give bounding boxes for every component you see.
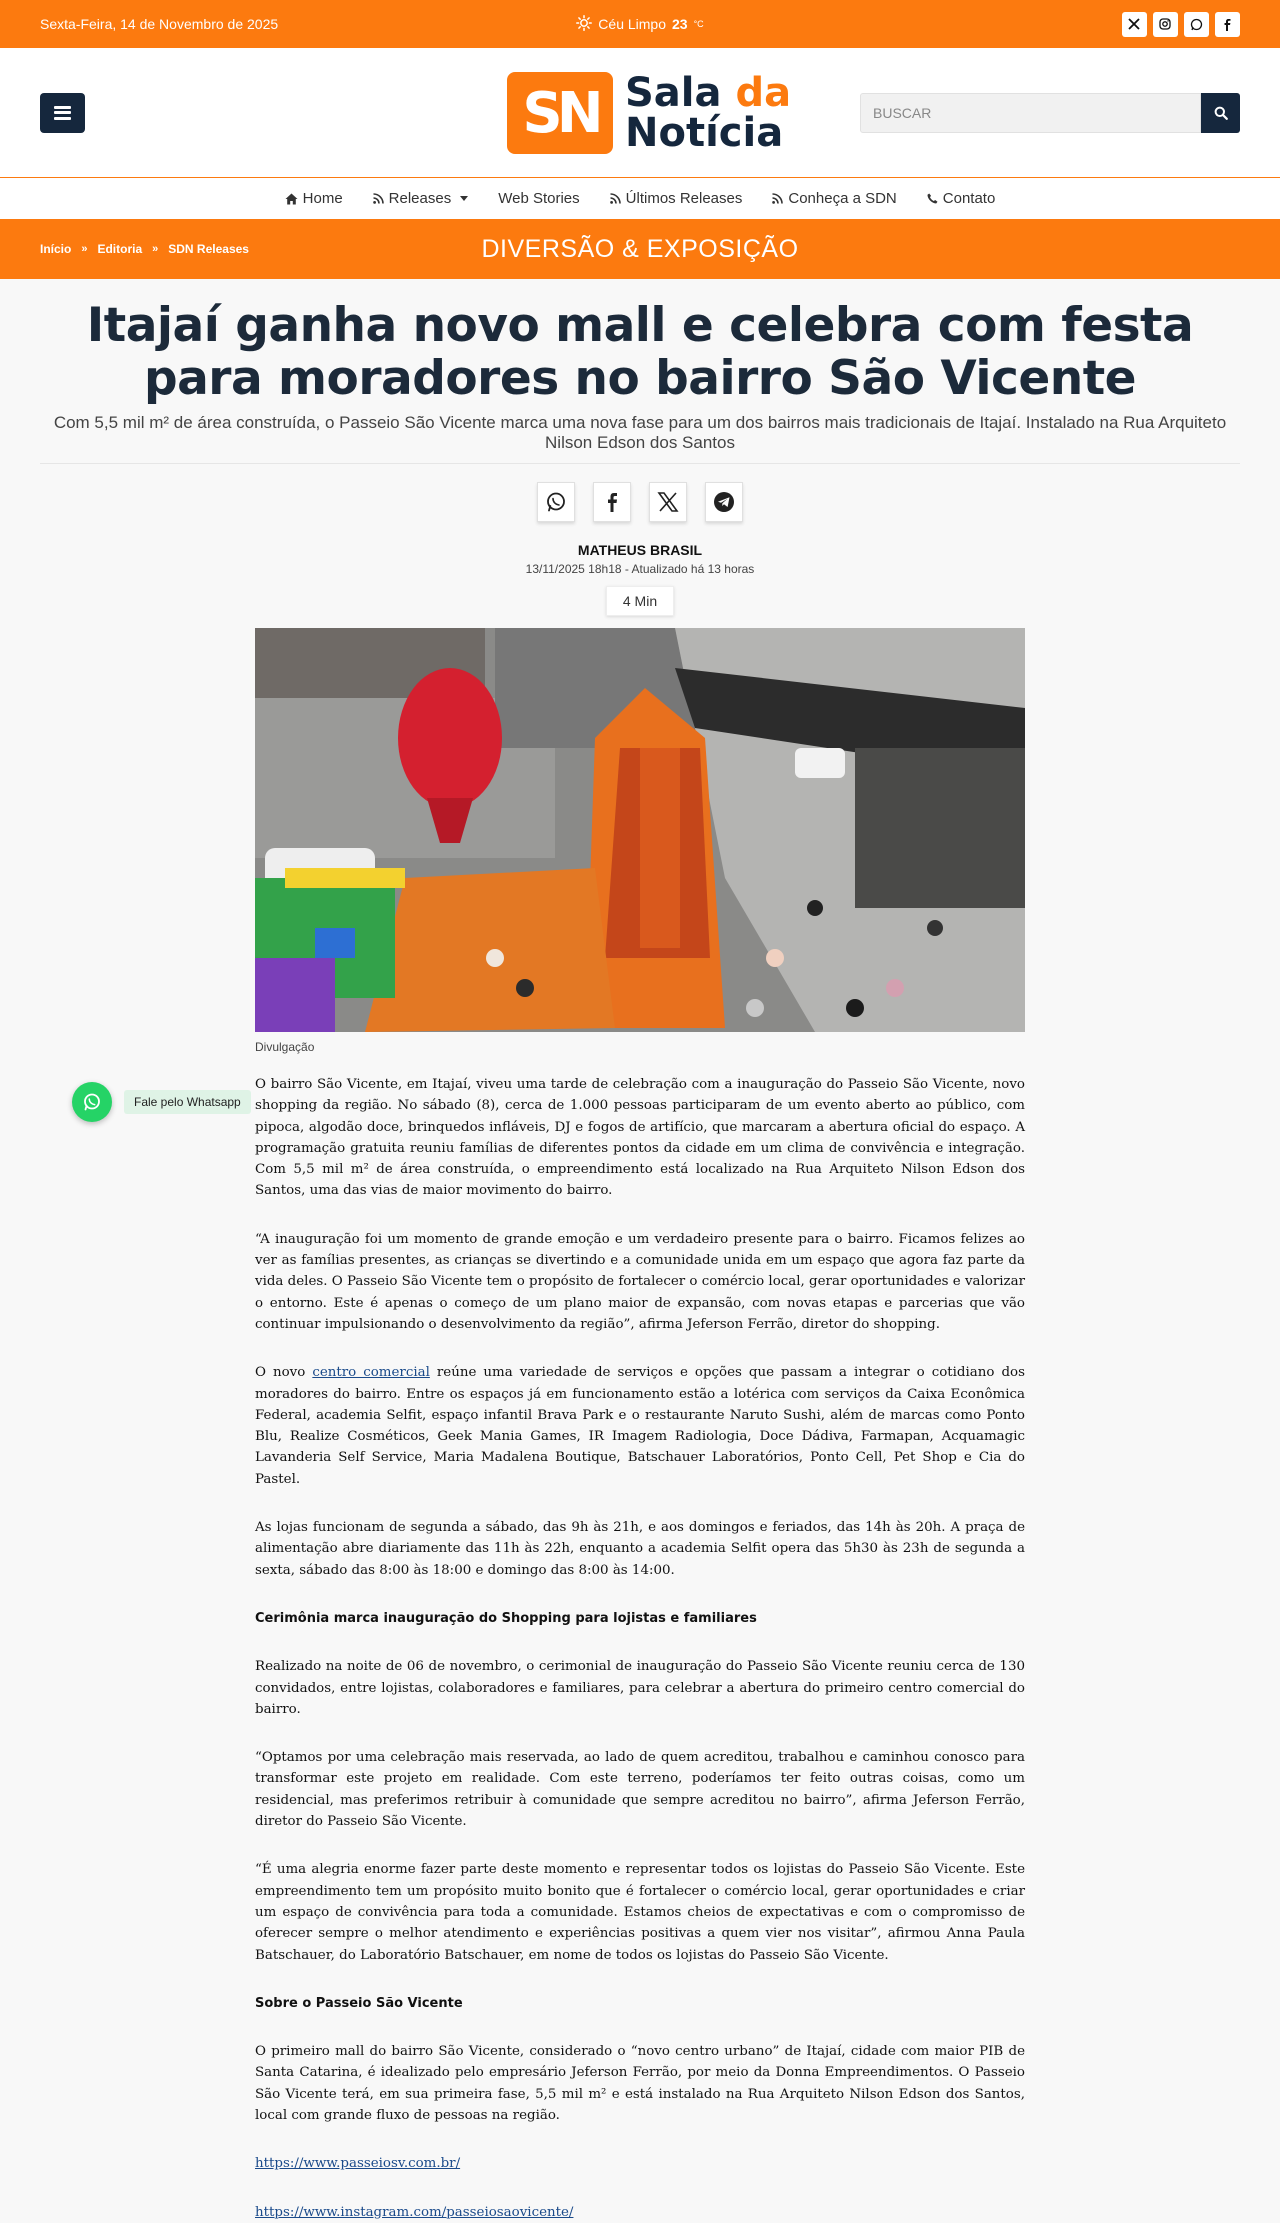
- rss-icon: [772, 193, 783, 204]
- breadcrumb-item-sdn-releases[interactable]: SDN Releases: [168, 242, 249, 256]
- weather-widget: [576, 15, 703, 34]
- paragraph: O bairro São Vicente, em Itajaí, viveu uma tarde de celebração com a inauguração do Passeio São Vicente, novo shopping da região. No sábado (8), cerca de 1.000 pessoas participaram de um evento aberto ao público, com pipoca, algodão doce, brinquedos infláveis, DJ e fogos de artifício, que marcaram a abertura oficial do espaço. A programação gratuita reuniu famílias de diferentes pontos da cidade em um clima de convivência e integração. Com 5,5 mil m² de área construída, o empreendimento está localizado na Rua Arquiteto Nilson Edson dos Santos, uma das vias de maior movimento do bairro.: [255, 1077, 1025, 1199]
- social-links: [940, 12, 1240, 37]
- article-subtitle: Com 5,5 mil m² de área construída, o Passeio São Vicente marca uma nova fase para um dos bairros mais tradicionais de Itajaí. Instalado na Rua Arquiteto Nilson Edson dos Santos: [53, 413, 1227, 452]
- phone-icon: [927, 193, 938, 204]
- home-icon: [285, 193, 298, 205]
- search-icon: [1214, 106, 1228, 120]
- category-title: DIVERSÃO & EXPOSIÇÃO: [481, 234, 799, 263]
- image-caption: Divulgação: [255, 1040, 315, 1054]
- weather-temp: 23: [672, 16, 688, 32]
- share-x-button[interactable]: [649, 482, 687, 522]
- breadcrumb-item-inicio[interactable]: Início: [40, 242, 72, 256]
- share-telegram-button[interactable]: [705, 482, 743, 522]
- current-date: Sexta-Feira, 14 de Novembro de 2025: [40, 16, 279, 32]
- whatsapp-icon: [82, 1092, 102, 1112]
- sun-icon: [576, 15, 592, 34]
- top-bar: [0, 0, 1280, 48]
- site-logo[interactable]: [507, 72, 791, 154]
- divider: [40, 463, 1240, 464]
- caret-down-icon: [460, 196, 468, 201]
- main-nav: [0, 178, 1280, 219]
- article-meta: 13/11/2025 18h18 - Atualizado há 13 horas: [525, 562, 755, 576]
- nav-label-ultimos-releases: Últimos Releases: [625, 190, 743, 207]
- logo-word-noticia: Notícia: [625, 110, 784, 156]
- x-icon[interactable]: [1122, 12, 1147, 37]
- hamburger-menu-button[interactable]: [40, 93, 85, 133]
- paragraph: “É uma alegria enorme fazer parte deste momento e representar todos os lojistas do Passeio São Vicente. Este empreendimento tem um propósito muito bonito que é fortalecer o comércio local, gerar oportunidades e criar um espaço de convivência para toda a comunidade. Estamos cheios de expectativas e com o compromisso de oferecer sempre o melhor atendimento e experiências positivas a quem vier nos visitar”, afirmou Anna Paula Batschauer, do Laboratório Batschauer, em nome de todos os lojistas do Passeio São Vicente.: [255, 1862, 1025, 1963]
- paragraph: As lojas funcionam de segunda a sábado, das 9h às 21h, e aos domingos e feriados, das 14h às 20h. A praça de alimentação abre diariamente das 11h às 22h, enquanto a academia Selfit opera das 5h30 às 23h de segunda a sexta, sábado das 8:00 às 18:00 e domingo das 8:00 às 14:00.: [255, 1520, 1025, 1578]
- paragraph: “Optamos por uma celebração mais reservada, ao lado de quem acreditou, trabalhou e caminhou conosco para transformar este projeto em realidade. Com este terreno, poderíamos ter feito outras coisas, como um residencial, mas preferimos retribuir à comunidade que sempre acreditou no bairro”, afirma Jeferson Ferrão, diretor do Passeio São Vicente.: [255, 1750, 1025, 1830]
- weather-unit: °C: [693, 19, 704, 29]
- search-form: [860, 93, 1240, 133]
- read-time-badge: 4 Min: [606, 586, 674, 616]
- nav-item-home[interactable]: [285, 190, 343, 207]
- centro-comercial-link[interactable]: centro comercial: [312, 1365, 430, 1381]
- section-heading: Cerimônia marca inauguração do Shopping para lojistas e familiares: [255, 1610, 757, 1626]
- breadcrumb-separator: »: [152, 243, 159, 255]
- paragraph-text: reúne uma variedade de serviços e opções que passam a integrar o cotidiano dos moradores do bairro. Entre os espaços já em funcionamento estão a lotérica com serviços da Caixa Econômica Federal, academia Selfit, espaço infantil Brava Park e o restaurante Naruto Sushi, além de marcas como Ponto Blu, Realize Cosméticos, Geek Mania Games, IR Imagem Radiologia, Doce Dádiva, Farmapan, Acquamagic Lavanderia Self Service, Maria Madalena Boutique, Batschauer Laboratórios, Ponto Cell, Pet Shop e Cia do Pastel.: [255, 1365, 1025, 1487]
- paragraph: “A inauguração foi um momento de grande emoção e um verdadeiro presente para o bairro. Ficamos felizes ao ver as famílias presentes, as crianças se divertindo e a comunidade unida em um espaço que agora faz parte da vida deles. O Passeio São Vicente tem o propósito de fortalecer o comércio local, gerar oportunidades e valorizar o entorno. Este é apenas o começo de um plano maior de expansão, com novas etapas e parcerias que vão continuar impulsionando o desenvolvimento da região”, afirma Jeferson Ferrão, diretor do shopping.: [255, 1231, 1025, 1332]
- article-title: Itajaí ganha novo mall e celebra com festa para moradores no bairro São Vicente: [86, 298, 1194, 406]
- nav-item-ultimos-releases[interactable]: [610, 190, 743, 207]
- paragraph: [255, 1362, 1025, 1490]
- nav-item-conheca-sdn[interactable]: [772, 190, 896, 207]
- nav-label-conheca-sdn: Conheça a SDN: [788, 190, 897, 207]
- whatsapp-float-label[interactable]: Fale pelo Whatsapp: [124, 1090, 251, 1114]
- facebook-icon: [606, 492, 618, 512]
- whatsapp-icon: [545, 491, 567, 513]
- logo-word-sala: Sala: [625, 70, 722, 116]
- section-heading: Sobre o Passeio São Vicente: [255, 1995, 463, 2011]
- logo-wordmark: [625, 70, 792, 156]
- breadcrumb-item-editoria[interactable]: Editoria: [97, 242, 143, 256]
- nav-label-contato: Contato: [942, 190, 996, 207]
- nav-item-releases[interactable]: [373, 190, 469, 207]
- paragraph-text: O novo: [255, 1365, 313, 1381]
- logo-mark: SN: [507, 72, 613, 154]
- rss-icon: [373, 193, 384, 204]
- instagram-icon[interactable]: [1153, 12, 1178, 37]
- article-body: [255, 1074, 1025, 2223]
- x-icon: [657, 492, 679, 512]
- whatsapp-icon[interactable]: [1184, 12, 1209, 37]
- whatsapp-float-button[interactable]: [72, 1082, 112, 1122]
- weather-label: Céu Limpo: [598, 16, 666, 32]
- search-button[interactable]: [1201, 93, 1240, 133]
- breadcrumb-separator: »: [81, 243, 88, 255]
- share-whatsapp-button[interactable]: [537, 482, 575, 522]
- telegram-icon: [713, 491, 735, 513]
- breadcrumb: [40, 219, 249, 279]
- search-input[interactable]: [860, 93, 1201, 133]
- hamburger-icon: [54, 106, 71, 120]
- article-image[interactable]: [255, 628, 1025, 1032]
- rss-icon: [610, 193, 621, 204]
- category-band: [0, 219, 1280, 279]
- paragraph: O primeiro mall do bairro São Vicente, considerado o “novo centro urbano” de Itajaí, cidade com maior PIB de Santa Catarina, é idealizado pelo empresário Jeferson Ferrão, por meio da Donna Empreendimentos. O Passeio São Vicente terá, em sua primeira fase, 5,5 mil m² e está instalado na Rua Arquiteto Nilson Edson dos Santos, local com grande fluxo de pessoas na região.: [255, 2044, 1025, 2123]
- nav-label-web-stories: Web Stories: [498, 190, 580, 207]
- paragraph: Realizado na noite de 06 de novembro, o cerimonial de inauguração do Passeio São Vicente reuniu cerca de 130 convidados, entre lojistas, colaboradores e familiares, para celebrar a abertura do primeiro centro comercial do bairro.: [255, 1659, 1025, 1717]
- nav-item-web-stories[interactable]: [498, 190, 579, 207]
- share-facebook-button[interactable]: [593, 482, 631, 522]
- nav-label-releases: Releases: [388, 190, 452, 207]
- article-author[interactable]: MATHEUS BRASIL: [577, 542, 703, 558]
- instagram-link[interactable]: https://www.instagram.com/passeiosaovicente/: [255, 2204, 574, 2220]
- facebook-icon[interactable]: [1215, 12, 1240, 37]
- logo-word-da: da: [735, 70, 792, 116]
- website-link[interactable]: https://www.passeiosv.com.br/: [255, 2156, 461, 2172]
- nav-item-contato[interactable]: [927, 190, 996, 207]
- nav-label-home: Home: [302, 190, 343, 207]
- whatsapp-float: [72, 1082, 251, 1122]
- share-buttons: [0, 482, 1280, 522]
